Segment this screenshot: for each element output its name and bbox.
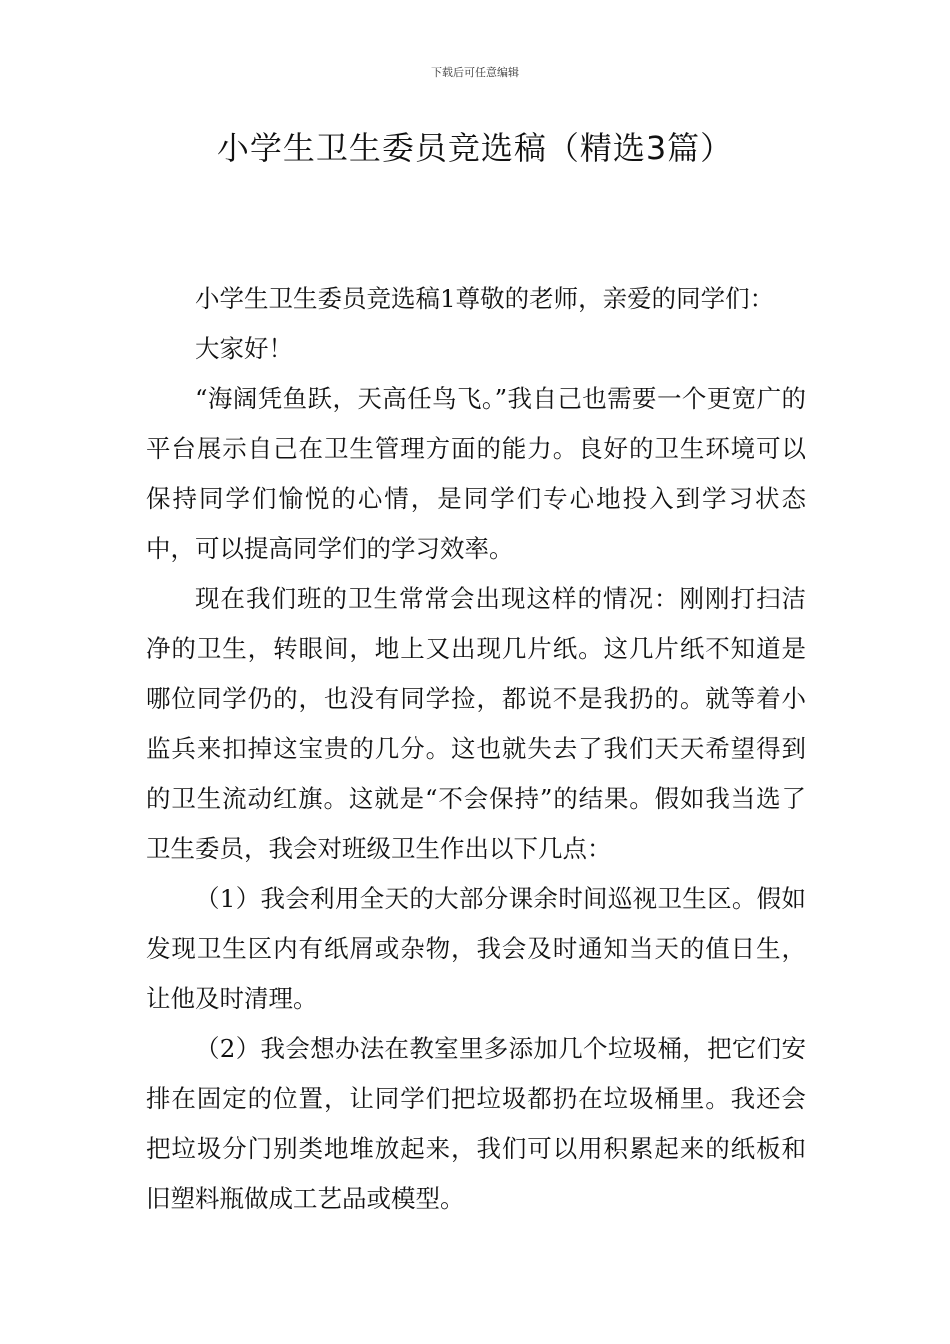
paragraph: 现在我们班的卫生常常会出现这样的情况：刚刚打扫洁净的卫生，转眼间，地上又出现几片纸。这几片纸不知道是哪位同学仍的，也没有同学捡，都说不是我扔的。就等着小监兵来扣掉这宝贵的几分。这也就失去了我们天天希望得到的卫生流动红旗。这就是“不会保持”的结果。假如我当选了卫生委员，我会对班级卫生作出以下几点： [146,584,806,863]
paragraph: （1）我会利用全天的大部分课余时间巡视卫生区。假如发现卫生区内有纸屑或杂物，我会及时通知当天的值日生，让他及时清理。 [146,884,806,1013]
paragraph: （2）我会想办法在教室里多添加几个垃圾桶，把它们安排在固定的位置，让同学们把垃圾都扔在垃圾桶里。我还会把垃圾分门别类地堆放起来，我们可以用积累起来的纸板和旧塑料瓶做成工艺品或模型。 [146,1034,806,1213]
paragraph-salutation: 小学生卫生委员竞选稿1尊敬的老师，亲爱的同学们： [195,284,775,313]
paragraph: “海阔凭鱼跃，天高任鸟飞。”我自己也需要一个更宽广的平台展示自己在卫生管理方面的能力。良好的卫生环境可以保持同学们愉悦的心情，是同学们专心地投入到学习状态中，可以提高同学们的学习效率。 [146,384,806,563]
document-title: 小学生卫生委员竞选稿（精选3篇） [216,129,734,167]
document-body [146,274,806,1224]
paragraph-greeting: 大家好！ [195,334,293,363]
header-note: 下载后可任意编辑 [431,66,519,79]
